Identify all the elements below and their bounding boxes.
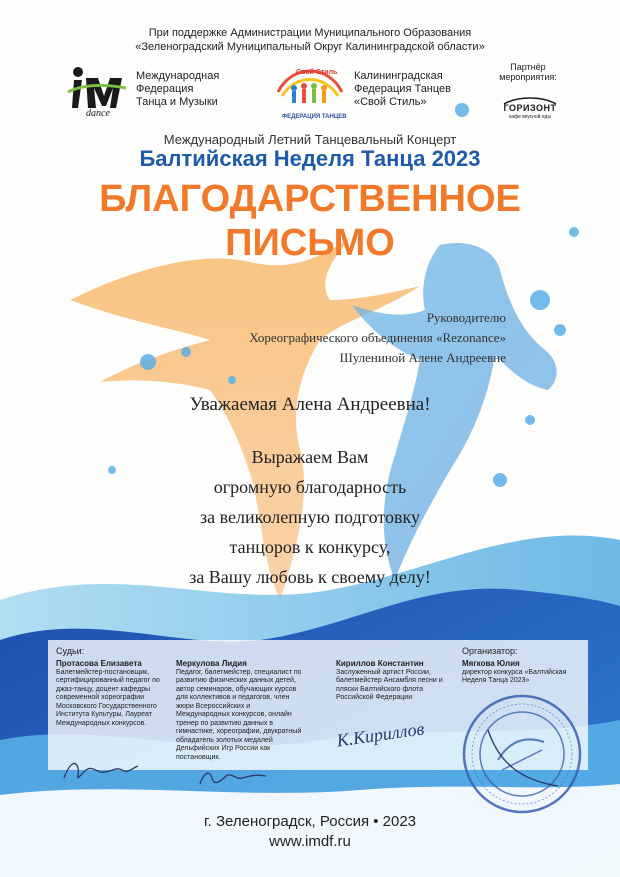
signature-kirillov — [334, 712, 434, 752]
federation-left-line-2: Федерация — [136, 83, 194, 95]
recipient-block — [160, 308, 506, 368]
judge-3 — [336, 660, 444, 703]
message-line-3: за великолепную подготовку — [200, 507, 420, 527]
svoy-stil-logo-top: Свой Стиль — [296, 69, 338, 76]
svoy-stil-logo — [272, 58, 348, 122]
partner-label-2: мероприятия: — [499, 72, 557, 82]
gorizont-logo-sub: кафе вкусной еды — [508, 114, 552, 120]
judge-3-name: Кириллов Константин — [336, 659, 424, 668]
message-line-2: огромную благодарность — [213, 477, 407, 497]
organizer-desc: директор конкурса «Балтийская Неделя Танца 2023» — [462, 668, 567, 684]
message-line-4: танцоров к конкурсу, — [229, 537, 391, 557]
federation-middle-name — [354, 70, 451, 109]
partner-label-1: Партнёр — [510, 62, 546, 72]
imdf-logo — [64, 62, 130, 118]
recipient-line-1: Руководителю — [426, 310, 506, 325]
footer-website: www.imdf.ru — [269, 833, 351, 850]
federation-middle-line-3: «Свой Стиль» — [354, 96, 427, 108]
federation-left-line-1: Международная — [136, 70, 220, 82]
support-line-1: При поддержке Администрации Муниципального Образования — [148, 27, 472, 39]
svoy-stil-logo-bottom: ФЕДЕРАЦИЯ ТАНЦЕВ — [282, 114, 347, 120]
federation-left-name — [136, 70, 219, 109]
letter-title-line-2: ПИСЬМО — [225, 222, 395, 264]
judge-1-name: Протасова Елизавета — [56, 659, 142, 668]
judge-2-desc: Педагог, балетмейстер, специалист по развитию физических данных детей, автор семинаров, обучающих курсов для коллективов и педагогов, член жюри Всероссийских и Международных конкурсов, онлайн тренер по развитию данных в гимнастике, хореографии, двукратный обладатель золотых медалей Дельфийских Игр России как постановщик. — [176, 668, 302, 761]
organizer — [462, 660, 582, 686]
judge-3-desc: Заслуженный артист России, балетмейстер Ансамбля песни и пляски Балтийского флота Российской Федерации — [336, 668, 443, 701]
concert-subtitle: Международный Летний Танцевальный Концерт — [163, 132, 457, 147]
support-line-2: «Зеленоградский Муниципальный Округ Калининградской области» — [135, 41, 485, 53]
message-line-5: за Вашу любовь к своему делу! — [189, 567, 431, 587]
signature-merkulova — [196, 764, 276, 790]
organizer-name: Мягкова Юлия — [462, 659, 520, 668]
judge-2 — [176, 660, 302, 762]
signature-kirillov-text: К.Кириллов — [335, 718, 426, 751]
greeting: Уважаемая Алена Андреевна! — [189, 394, 431, 415]
judge-1-desc: Балетмейстер-постановщик, сертифицированный педагог по джаз-танцу, доцент кафедры современной хореографии Московского Государственного Института Культуры, Лауреат Международных конкурсов. — [56, 668, 160, 727]
federation-left-line-3: Танца и Музыки — [136, 96, 218, 108]
partner-label — [488, 62, 568, 82]
signature-protasova — [60, 756, 140, 786]
support-text — [0, 26, 620, 54]
recipient-line-2: Хореографического объединения «Rezonance» — [249, 330, 506, 345]
judge-1 — [56, 660, 162, 728]
organizer-label: Организатор: — [462, 646, 518, 656]
federation-middle-line-1: Калининградская — [354, 70, 443, 82]
letter-title-line-1: БЛАГОДАРСТВЕННОЕ — [99, 178, 521, 220]
message-block — [0, 442, 620, 592]
gorizont-logo-name: ГОРИЗОНТ — [503, 103, 557, 113]
recipient-line-3: Шулениной Алене Андреевне — [339, 350, 506, 365]
imdf-logo-text: dance — [86, 108, 110, 118]
federation-middle-line-2: Федерация Танцев — [354, 83, 452, 95]
gorizont-logo — [494, 94, 566, 120]
judge-2-name: Меркулова Лидия — [176, 659, 247, 668]
judges-label: Судьи: — [56, 646, 85, 656]
event-title: Балтийская Неделя Танца 2023 — [139, 146, 481, 171]
message-line-1: Выражаем Вам — [251, 447, 369, 467]
official-stamp — [458, 690, 586, 818]
footer-city: г. Зеленоградск, Россия • 2023 — [203, 813, 417, 830]
